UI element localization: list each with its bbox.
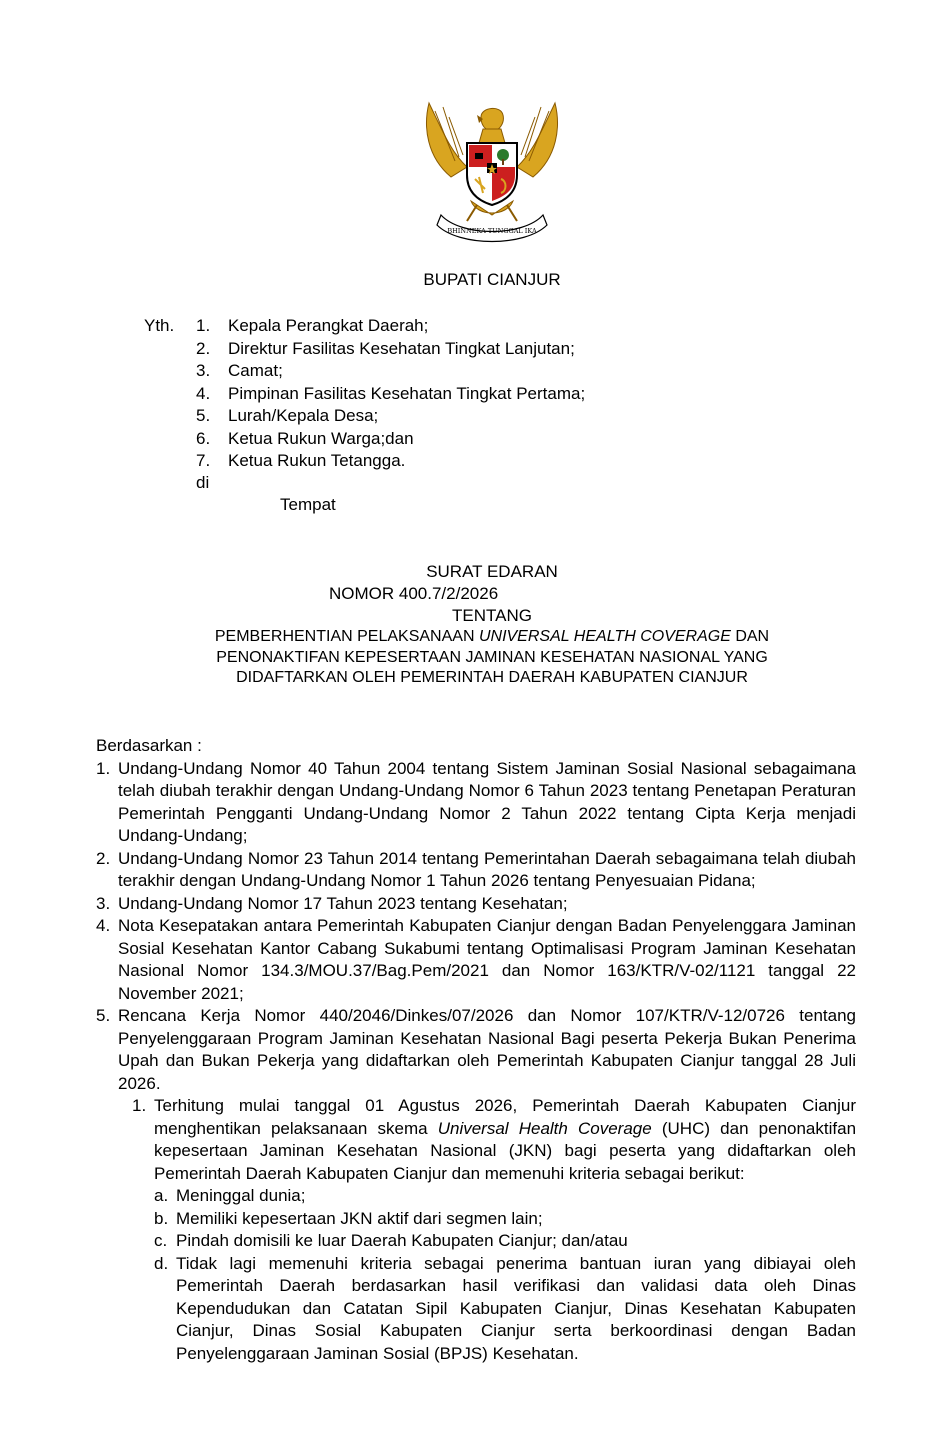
addressee-di: di (196, 473, 210, 492)
letter-about: TENTANG (452, 606, 532, 625)
list-item: 3. Undang-Undang Nomor 17 Tahun 2023 tentang Kesehatan; (96, 893, 568, 913)
letter-number: NOMOR 400.7/2/2026 (329, 584, 499, 603)
subject-line-1: PEMBERHENTIAN PELAKSANAAN UNIVERSAL HEALTH COVERAGE DAN (214, 628, 770, 645)
subject-line-2: PENONAKTIFAN KEPESERTAAN JAMINAN KESEHATAN NASIONAL YANG (216, 649, 768, 666)
addressee-place: Tempat (280, 495, 336, 514)
addressee-label: Yth. (144, 316, 175, 335)
list-item: 2. Direktur Fasilitas Kesehatan Tingkat Lanjutan; (196, 338, 575, 358)
list-item: 5. Rencana Kerja Nomor 440/2046/Dinkes/07/2026 dan Nomor 107/KTR/V-12/0726 tentang Penyelenggaraan Program Jaminan Kesehatan Nasional Bagi peserta Pekerja Bukan Penerima Upah dan Bukan Pekerja yang didaftarkan oleh Pemerintah Kabupaten Cianjur tanggal 28 Juli 2026. (96, 1006, 856, 1093)
list-item: b. Memiliki kepesertaan JKN aktif dari segmen lain; (154, 1208, 543, 1228)
basis-label: Berdasarkan : (96, 736, 202, 755)
garuda-emblem-icon (421, 97, 563, 243)
list-item: 7. Ketua Rukun Tetangga. (196, 451, 406, 470)
list-item: 5. Lurah/Kepala Desa; (196, 406, 379, 425)
recipient-list (196, 315, 585, 473)
list-item: 3. Camat; (196, 361, 283, 380)
list-item: c. Pindah domisili ke luar Daerah Kabupaten Cianjur; dan/atau (154, 1231, 628, 1250)
list-item: a. Meninggal dunia; (154, 1186, 306, 1205)
list-item: 4. Pimpinan Fasilitas Kesehatan Tingkat Pertama; (196, 383, 586, 403)
decision-text: Terhitung mulai tanggal 01 Agustus 2026, Pemerintah Daerah Kabupaten Cianjur menghentikan pelaksanaan skema Universal Health Coverage (UHC) dan penonaktifan kepesertaan Jaminan Kesehatan Nasional (JKN) bagi peserta yang didaftarkan oleh Pemerintah Daerah Kabupaten Cianjur dan memenuhi kriteria sebagai berikut: (154, 1096, 857, 1183)
list-item: 6. Ketua Rukun Warga;dan (196, 428, 414, 448)
letter-type: SURAT EDARAN (426, 562, 558, 581)
list-item: 2. Undang-Undang Nomor 23 Tahun 2014 tentang Pemerintahan Daerah sebagaimana telah diubah terakhir dengan Undang-Undang Nomor 1 Tahun 2026 tentang Penyesuaian Pidana; (96, 848, 856, 890)
emblem-motto: BHINNEKA TUNGGAL IKA (447, 227, 537, 235)
list-item: 1. Kepala Perangkat Daerah; (196, 316, 429, 335)
criteria-list (154, 1185, 856, 1365)
basis-section (96, 735, 856, 1365)
subject-line-3: DIDAFTARKAN OLEH PEMERINTAH DAERAH KABUPATEN CIANJUR (236, 669, 748, 686)
authority-title: BUPATI CIANJUR (423, 270, 561, 289)
list-item: 1. Undang-Undang Nomor 40 Tahun 2004 tentang Sistem Jaminan Sosial Nasional sebagaimana telah diubah terakhir dengan Undang-Undang Nomor 6 Tahun 2023 tentang Penetapan Peraturan Pemerintah Pengganti Undang-Undang Nomor 2 Tahun 2022 tentang Cipta Kerja menjadi Undang-Undang; (96, 758, 856, 845)
decision-item: 1. Terhitung mulai tanggal 01 Agustus 2026, Pemerintah Daerah Kabupaten Cianjur menghentikan pelaksanaan skema Universal Health Coverage (UHC) dan penonaktifan kepesertaan Jaminan Kesehatan Nasional (JKN) bagi peserta yang didaftarkan oleh Pemerintah Daerah Kabupaten Cianjur dan memenuhi kriteria sebagai berikut: (132, 1095, 856, 1185)
list-item: d. Tidak lagi memenuhi kriteria sebagai penerima bantuan iuran yang dibiayai oleh Pemerintah Daerah berdasarkan hasil verifikasi dan validasi data oleh Dinas Kependudukan dan Catatan Sipil Kabupaten Cianjur, Dinas Kesehatan Kabupaten Cianjur, Dinas Sosial Kabupaten Cianjur serta berkoordinasi dengan Badan Penyelenggaraan Jaminan Sosial (BPJS) Kesehatan. (154, 1253, 856, 1363)
list-item: 4. Nota Kesepatakan antara Pemerintah Kabupaten Cianjur dengan Badan Penyelenggara Jaminan Sosial Kesehatan Kantor Cabang Sukabumi tentang Optimalisasi Program Jaminan Kesehatan Nasional Nomor 134.3/MOU.37/Bag.Pem/2021 dan Nomor 163/KTR/V-02/1121 tanggal 22 November 2021; (96, 916, 856, 1003)
